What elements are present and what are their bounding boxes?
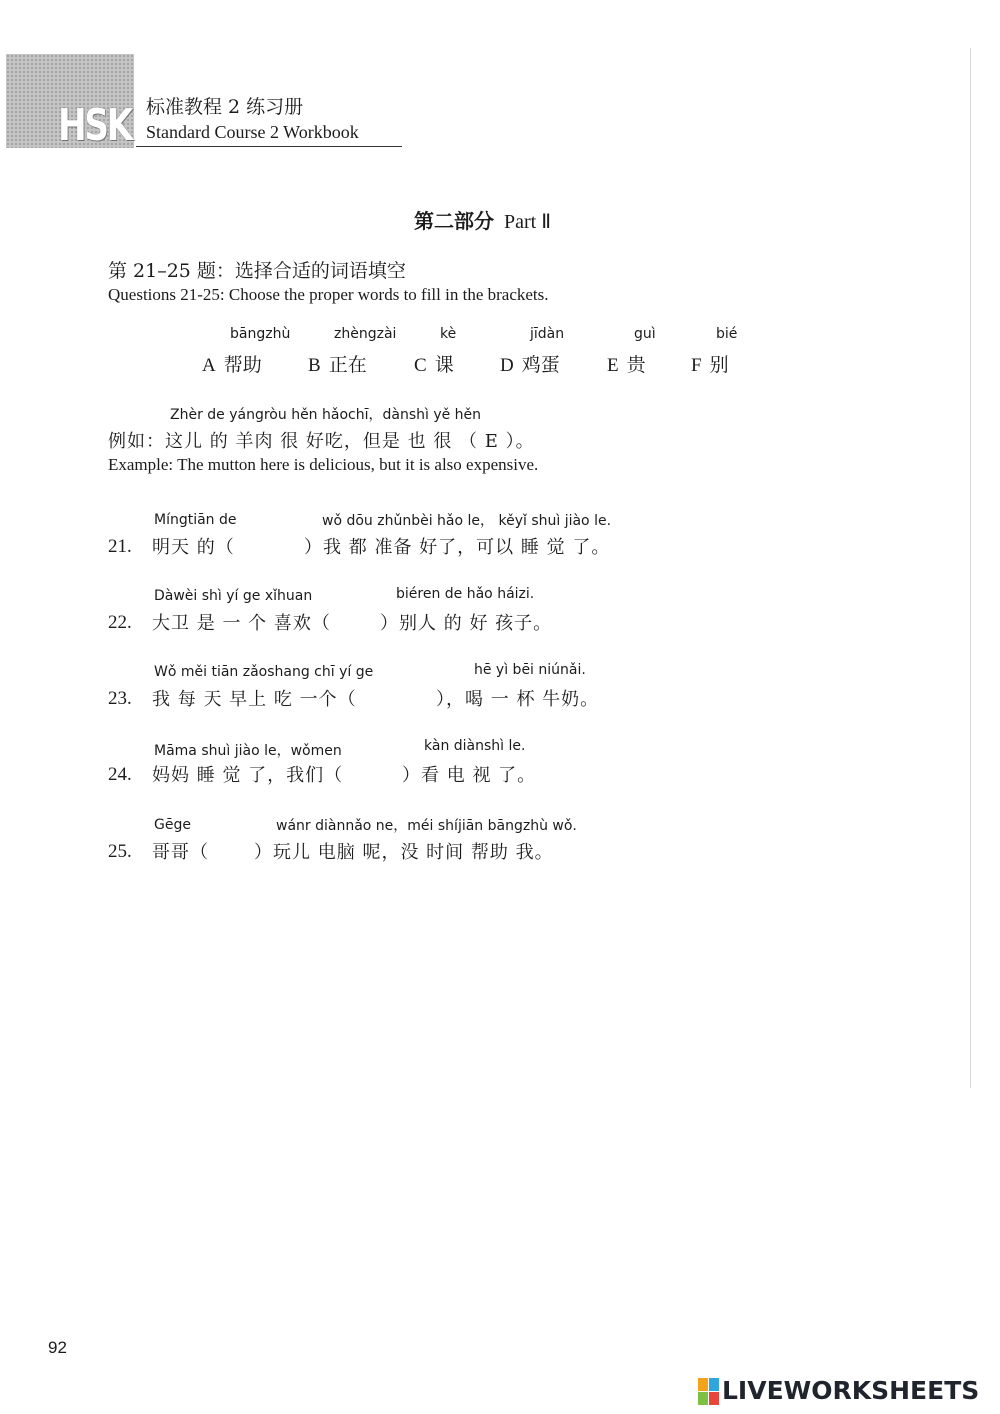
header-rule (136, 146, 402, 147)
q21-number: 21. (108, 536, 132, 557)
option-letter: E (607, 355, 619, 376)
option-e (607, 350, 646, 377)
q22-text-a: 大卫 是 一 个 喜欢（ (152, 613, 331, 634)
q21-text-a: 明天 的（ (152, 537, 235, 558)
option-word: 正在 (328, 354, 367, 376)
instructions-cn: 第 21–25 题：选择合适的词语填空 (108, 260, 406, 282)
q24-pinyin-a: Māma shuì jiào le，wǒmen (154, 743, 342, 759)
q25-number: 25. (108, 841, 132, 862)
q21-text-b: ）我 都 准备 好了，可以 睡 觉 了。 (304, 537, 611, 558)
section-title-cn: 第二部分 (414, 209, 494, 233)
option-word: 帮助 (223, 354, 262, 376)
q25-pinyin-a: Gēge (154, 817, 191, 833)
option-letter: D (500, 355, 514, 376)
book-title-cn: 标准教程 2 练习册 (146, 96, 304, 118)
q25-text-a: 哥哥（ (152, 842, 209, 863)
hsk-logo-text: HSK (58, 100, 132, 151)
q25-pinyin-b: wánr diànnǎo ne，méi shíjiān bāngzhù wǒ. (276, 818, 577, 834)
option-a-pinyin: bāngzhù (230, 326, 291, 342)
q23-pinyin-a: Wǒ měi tiān zǎoshang chī yí ge (154, 664, 374, 680)
section-title (414, 205, 551, 234)
option-word: 别 (709, 354, 729, 376)
option-c-pinyin: kè (440, 326, 457, 342)
q24-text-b: ）看 电 视 了。 (402, 765, 537, 786)
option-e-pinyin: guì (634, 326, 656, 342)
option-word: 鸡蛋 (521, 354, 560, 376)
q23-text-a: 我 每 天 早上 吃 一个（ (152, 689, 357, 710)
option-c (414, 350, 454, 377)
q23-number: 23. (108, 688, 132, 709)
hsk-logo-box (6, 54, 134, 151)
q24-pinyin-b: kàn diànshì le. (424, 738, 526, 754)
option-letter: B (308, 355, 321, 376)
liveworksheets-icon (698, 1378, 720, 1406)
option-f (691, 350, 729, 377)
example-sentence: 例如：这儿 的 羊肉 很 好吃，但是 也 很 （ E ）。 (108, 431, 535, 452)
option-word: 课 (434, 354, 454, 376)
liveworksheets-wordmark: LIVEWORKSHEETS (722, 1376, 980, 1405)
section-title-en: Part Ⅱ (504, 211, 552, 233)
q23-pinyin-b: hē yì bēi niúnǎi. (474, 662, 586, 678)
option-d (500, 350, 560, 377)
q24-text-a: 妈妈 睡 觉 了，我们（ (152, 765, 344, 786)
option-f-pinyin: bié (716, 326, 738, 342)
option-b-pinyin: zhèngzài (334, 326, 397, 342)
instructions-en: Questions 21-25: Choose the proper words to fill in the brackets. (108, 285, 549, 304)
q22-pinyin-b: biéren de hǎo háizi. (396, 586, 535, 602)
q25-text-b: ）玩儿 电脑 呢，没 时间 帮助 我。 (254, 842, 554, 863)
option-letter: A (202, 355, 216, 376)
example-pinyin: Zhèr de yángròu hěn hǎochī，dànshì yě hěn (170, 407, 482, 423)
page-number: 92 (48, 1338, 67, 1357)
option-a (202, 350, 262, 377)
page-edge-line (970, 48, 971, 1088)
option-b (308, 350, 367, 377)
option-letter: C (414, 355, 427, 376)
q22-number: 22. (108, 612, 132, 633)
q22-pinyin-a: Dàwèi shì yí ge xǐhuan (154, 588, 313, 604)
q21-pinyin-a: Míngtiān de (154, 512, 237, 528)
q22-text-b: ）别人 的 好 孩子。 (380, 613, 553, 634)
book-title-en: Standard Course 2 Workbook (146, 122, 359, 142)
option-word: 贵 (626, 354, 646, 376)
q21-pinyin-b: wǒ dōu zhǔnbèi hǎo le， kěyǐ shuì jiào le. (322, 513, 612, 529)
example-translation: Example: The mutton here is delicious, but it is also expensive. (108, 455, 539, 474)
q23-text-b: ），喝 一 杯 牛奶。 (436, 689, 600, 710)
option-letter: F (691, 355, 702, 376)
q24-number: 24. (108, 764, 132, 785)
option-d-pinyin: jīdàn (530, 326, 565, 342)
